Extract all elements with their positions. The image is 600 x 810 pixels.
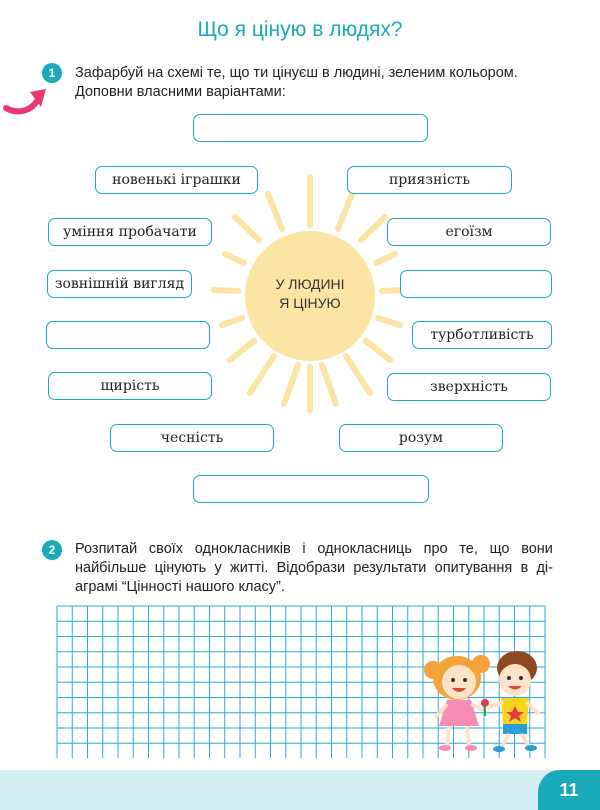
scheme-box-blank[interactable] bbox=[400, 270, 552, 298]
scheme-box-appearance[interactable]: зовнішній вигляд bbox=[47, 270, 192, 298]
footer-band bbox=[0, 770, 600, 810]
page-title: Що я ціную в людях? bbox=[197, 18, 403, 41]
task-2-number: 2 bbox=[42, 540, 62, 560]
scheme-box-blank[interactable] bbox=[193, 475, 429, 503]
scheme-box-forgiveness[interactable]: уміння пробачати bbox=[48, 218, 212, 246]
task-1-line-2: Доповни власними варіантами: bbox=[75, 84, 286, 100]
scheme-box-care[interactable]: турботливість bbox=[412, 321, 552, 349]
children-illustration bbox=[405, 648, 550, 753]
scheme-box-blank[interactable] bbox=[193, 114, 428, 142]
task-2-line-1: Розпитай своїх однокласників і однокласниць про те, що вони bbox=[75, 541, 553, 557]
scheme-box-toys[interactable]: новенькі іграшки bbox=[95, 166, 258, 194]
scheme-box-mind[interactable]: розум bbox=[339, 424, 503, 452]
scheme-box-egoism[interactable]: егоїзм bbox=[387, 218, 551, 246]
scheme-center-line-1: У ЛЮДИНІ bbox=[275, 276, 345, 292]
scheme-center-label bbox=[260, 275, 360, 313]
scheme-box-blank[interactable] bbox=[46, 321, 210, 349]
task-1-number: 1 bbox=[42, 63, 62, 83]
task-1-line-1: Зафарбуй на схемі те, що ти цінуєш в людині, зеленим кольором. bbox=[75, 65, 518, 81]
task-2-instruction bbox=[75, 540, 553, 597]
task-2-line-3: аграмі “Цінності нашого класу”. bbox=[75, 579, 285, 595]
scheme-box-arrogance[interactable]: зверхність bbox=[387, 373, 551, 401]
scheme-box-sincerity[interactable]: щирість bbox=[48, 372, 212, 400]
task-2-line-2: найбільше цінують у житті. Відобрази результати опитування в ді- bbox=[75, 560, 553, 576]
scheme-center-line-2: Я ЦІНУЮ bbox=[279, 295, 341, 311]
page-number: 11 bbox=[538, 770, 600, 810]
scheme-box-friendliness[interactable]: приязність bbox=[347, 166, 512, 194]
scheme-box-honesty[interactable]: чесність bbox=[110, 424, 274, 452]
